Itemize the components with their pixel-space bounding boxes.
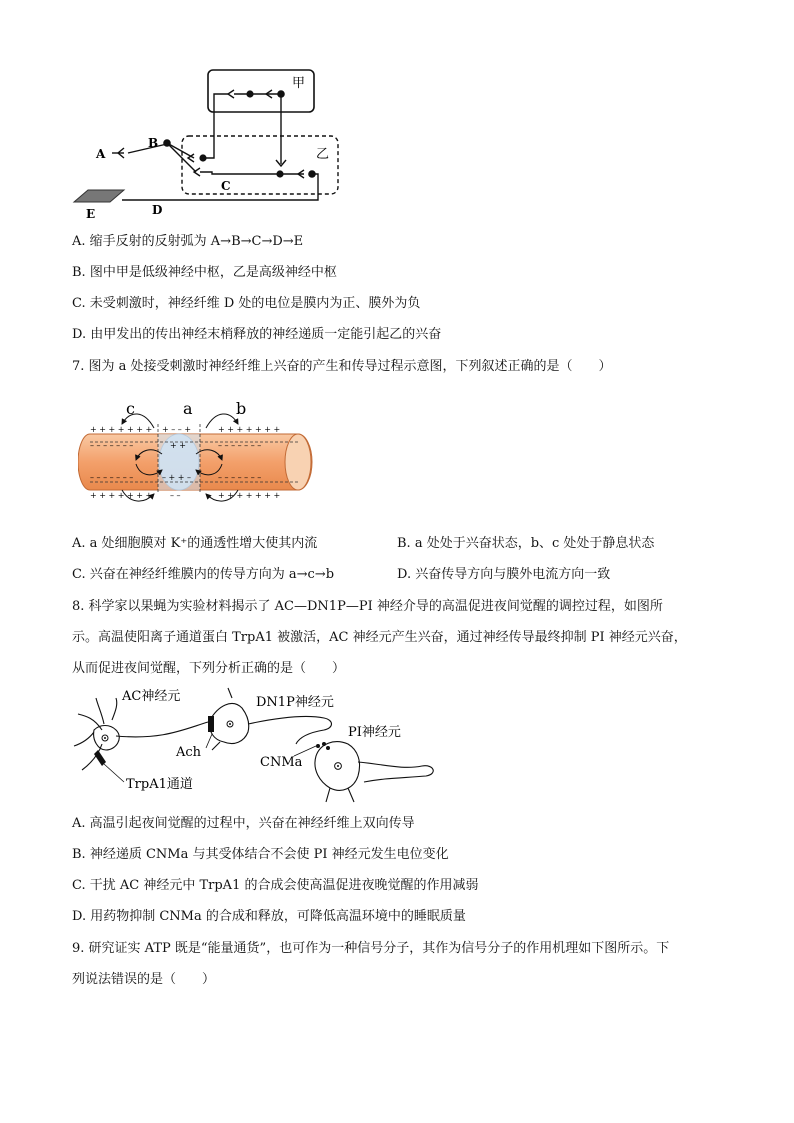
signs-top-mid: + – – +: [162, 425, 192, 434]
label-B: B: [148, 136, 159, 150]
synapse-fork-jia-1: [228, 90, 234, 98]
signs-bottom-right: + + + + + + +: [218, 491, 281, 500]
trpa1-channel-marker: [94, 750, 106, 766]
q6-option-a: A. 缩手反射的反射弧为 A→B→C→D→E: [72, 234, 304, 249]
q6-option-c: C. 未受刺激时，神经纤维 D 处的电位是膜内为正、膜外为负: [72, 296, 421, 311]
q8-stem-line-3: 从而促进夜间觉醒，下列分析正确的是（ ）: [72, 661, 346, 676]
signs-top-right: + + + + + + +: [218, 425, 281, 434]
label-trpa1: TrpA1通道: [126, 777, 193, 792]
q8-option-b: B. 神经递质 CNMa 与其受体结合不会使 PI 神经元发生电位变化: [72, 847, 449, 862]
ascending-fiber: [203, 94, 228, 158]
label-yi: 乙: [316, 147, 330, 162]
yi-fiber-1: [200, 172, 280, 174]
label-pi-neuron: PI神经元: [348, 725, 401, 740]
q8-stem-line-1: 8. 科学家以果蝇为实验材料揭示了 AC—DN1P—PI 神经介导的高温促进夜间觉醒的调控过程，如图所: [72, 599, 663, 614]
label-c: c: [126, 399, 135, 418]
jia-neuron-body-1: [246, 90, 253, 97]
q7-option-a: A. a 处细胞膜对 K⁺的通透性增大使其内流: [72, 536, 318, 551]
effector-E: [74, 190, 124, 202]
reflex-arc-diagram: [66, 62, 356, 224]
signs-low-right: – – – – – – –: [218, 473, 262, 482]
q7-option-b: B. a 处处于兴奋状态，b、c 处处于静息状态: [397, 536, 655, 551]
label-dn1p-neuron: DN1P神经元: [256, 695, 334, 710]
q6-option-d: D. 由甲发出的传出神经末梢释放的神经递质一定能引起乙的兴奋: [72, 327, 442, 342]
label-C: C: [221, 179, 231, 193]
cnma-vesicle-2: [316, 744, 320, 748]
signs-mid-left: – – – – – – –: [90, 441, 134, 450]
nerve-fiber-diagram: [78, 394, 328, 504]
label-E: E: [86, 207, 96, 221]
synapse-fork-2: [194, 168, 200, 176]
neuron-circuit-diagram: [72, 684, 452, 806]
cnma-vesicle-1: [322, 742, 326, 746]
q7-option-c: C. 兴奋在神经纤维膜内的传导方向为 a→c→b: [72, 567, 335, 582]
q8-option-c: C. 干扰 AC 神经元中 TrpA1 的合成会使高温促进夜晚觉醒的作用减弱: [72, 878, 479, 893]
q8-option-a: A. 高温引起夜间觉醒的过程中，兴奋在神经纤维上双向传导: [72, 816, 415, 831]
signs-low-left: – – – – – – –: [90, 473, 134, 482]
q8-stem-line-2: 示。高温使阳离子通道蛋白 TrpA1 被激活，AC 神经元产生兴奋，通过神经传导最终抑制 PI 神经元兴奋，: [72, 630, 687, 645]
label-D: D: [152, 203, 163, 217]
label-b: b: [236, 399, 247, 418]
cnma-vesicle-3: [326, 746, 330, 750]
label-cnma: CNMa: [260, 755, 303, 770]
label-jia: 甲: [292, 76, 306, 91]
label-a: a: [183, 399, 193, 418]
signs-mid-mid: + +: [170, 441, 186, 450]
q7-option-d: D. 兴奋传导方向与膜外电流方向一致: [397, 567, 611, 582]
signs-top-left: + + + + + + +: [90, 425, 153, 434]
q8-option-d: D. 用药物抑制 CNMa 的合成和释放，可降低高温环境中的睡眠质量: [72, 909, 466, 924]
q6-option-b: B. 图中甲是低级神经中枢，乙是高级神经中枢: [72, 265, 337, 280]
label-ac-neuron: AC神经元: [122, 689, 181, 704]
q9-stem-line-2: 列说法错误的是（ ）: [72, 972, 216, 987]
efferent-fiber-D: [122, 174, 318, 200]
q7-stem: 7. 图为 a 处接受刺激时神经纤维上兴奋的产生和传导过程示意图，下列叙述正确的是（ ）: [72, 359, 612, 374]
signs-mid-right: – – – – – – –: [218, 441, 262, 450]
label-ach: Ach: [176, 745, 202, 760]
ach-synapse-marker: [208, 716, 214, 732]
label-A: A: [96, 147, 106, 161]
signs-low-mid: – + + –: [162, 473, 192, 482]
signs-bottom-left: + + + + + + +: [90, 491, 153, 500]
pi-neuron: [315, 742, 433, 802]
signs-bottom-mid: – –: [170, 491, 181, 500]
yi-box: [182, 136, 338, 194]
q9-stem-line-1: 9. 研究证实 ATP 既是“能量通货”，也可作为一种信号分子，其作为信号分子的作用机理如下图所示。下: [72, 941, 670, 956]
